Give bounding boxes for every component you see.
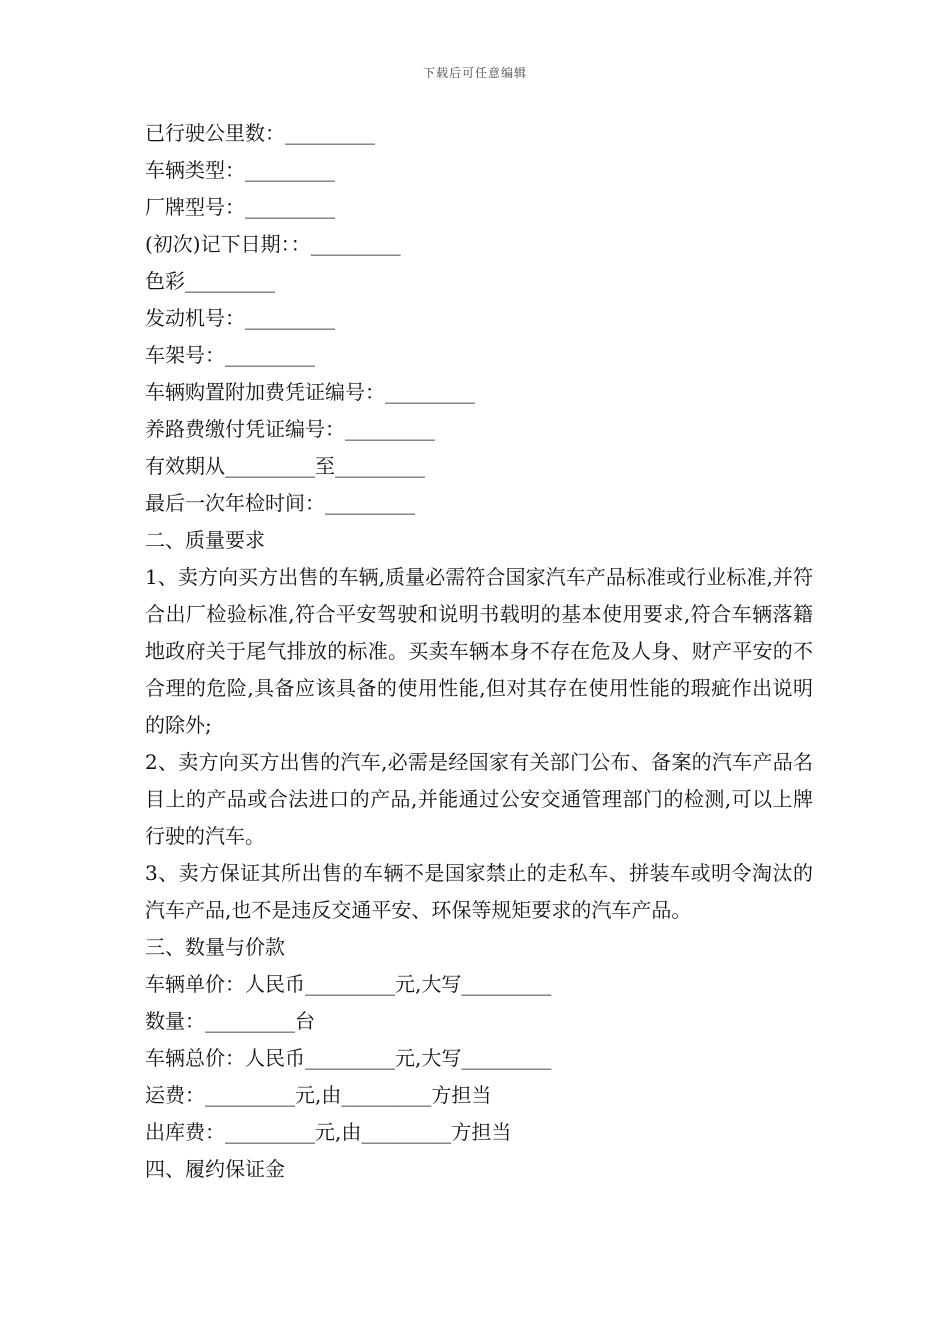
field-vehicle-type: 车辆类型：_________	[145, 158, 335, 182]
section-heading-performance-bond: 四、履约保证金	[145, 1157, 285, 1181]
field-unit-price: 车辆单价：人民币_________元,大写_________	[145, 972, 552, 996]
field-warehouse-fee: 出库费：_________元,由_________方担当	[145, 1120, 512, 1144]
document-body	[145, 115, 813, 1188]
field-mileage: 已行驶公里数：_________	[145, 121, 375, 145]
field-frame-number: 车架号：_________	[145, 343, 315, 367]
quality-clause-2: 2、卖方向买方出售的汽车,必需是经国家有关部门公布、备案的汽车产品名目上的产品或合法进口的产品,并能通过公安交通管理部门的检测,可以上牌行驶的汽车。	[145, 750, 813, 848]
field-first-registration-date: (初次)记下日期：：_________	[145, 232, 401, 256]
field-road-fee-certificate: 养路费缴付凭证编号：_________	[145, 417, 435, 441]
field-last-inspection: 最后一次年检时间：_________	[145, 491, 415, 515]
field-validity-period: 有效期从_________至_________	[145, 454, 425, 478]
field-brand-model: 厂牌型号：_________	[145, 195, 335, 219]
page-header-note: 下载后可任意编辑	[422, 66, 527, 80]
section-heading-quality: 二、质量要求	[145, 528, 265, 552]
field-purchase-tax-certificate: 车辆购置附加费凭证编号：_________	[145, 380, 475, 404]
field-engine-number: 发动机号：_________	[145, 306, 335, 330]
field-freight: 运费：_________元,由_________方担当	[145, 1083, 492, 1107]
quality-clause-3: 3、卖方保证其所出售的车辆不是国家禁止的走私车、拼装车或明令淘汰的汽车产品,也不是违反交通平安、环保等规矩要求的汽车产品。	[145, 861, 813, 922]
field-quantity: 数量：_________台	[145, 1009, 315, 1033]
field-total-price: 车辆总价：人民币_________元,大写_________	[145, 1046, 552, 1070]
section-heading-quantity-price: 三、数量与价款	[145, 935, 285, 959]
field-color: 色彩_________	[145, 269, 275, 293]
quality-clause-1: 1、卖方向买方出售的车辆,质量必需符合国家汽车产品标准或行业标准,并符合出厂检验标准,符合平安驾驶和说明书载明的基本使用要求,符合车辆落籍地政府关于尾气排放的标准。买卖车辆本身不存在危及人身、财产平安的不合理的危险,具备应该具备的使用性能,但对其存在使用性能的瑕疵作出说明的除外;	[145, 565, 813, 737]
